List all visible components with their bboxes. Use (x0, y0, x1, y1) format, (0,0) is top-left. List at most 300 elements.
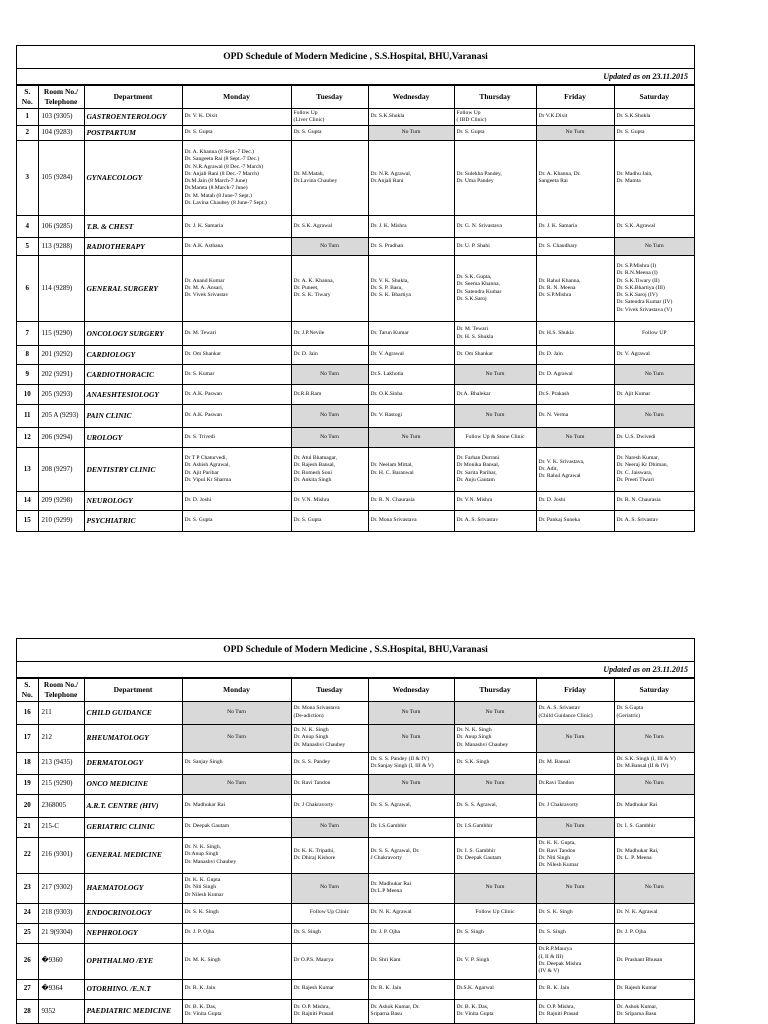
serial-number: 22 (17, 837, 38, 873)
doctor-entry: Dr. J. P. Ojha (370, 929, 401, 936)
doctor-entry: Dr. D. Joshi (538, 497, 566, 504)
doctor-entry: Dr. A. S. Srivastav (538, 705, 581, 712)
department-name: PSYCHIATRIC (84, 511, 182, 531)
doctor-entry: Dr. Farhan Durrani (456, 455, 500, 461)
schedule-cell-thursday (454, 701, 536, 724)
doctor-entry: Dr. S.K. Singh (I, III & V) (616, 755, 676, 762)
schedule-cell-saturday (614, 701, 694, 724)
department-name: GYNAECOLOGY (84, 141, 182, 216)
doctor-entry: Dr. S.K.Saroj (456, 295, 487, 302)
doctor-entry: Dr. Lavina Chaubey (8 June-7 Sept.) (184, 199, 267, 206)
schedule-cell-thursday (454, 817, 536, 837)
schedule-cell-friday (536, 979, 614, 999)
schedule-cell-friday (536, 238, 614, 256)
doctor-entry: Dr. N. Verma (538, 412, 569, 419)
doctor-entry: Dr. S.K. Gupta, (456, 274, 492, 280)
schedule-cell-thursday (454, 511, 536, 531)
table-row (17, 385, 694, 405)
doctor-entry: Dr.L.P Meena (370, 888, 402, 894)
doctor-entry: Dr. S. Gupta (293, 129, 322, 136)
doctor-entry: (Geriatric) (616, 712, 641, 719)
schedule-cell-tuesday (291, 873, 368, 903)
doctor-entry: Dr. Rajniti Prasad (538, 1011, 579, 1018)
doctor-entry: Follow UP (642, 329, 667, 336)
schedule-cell-friday (536, 837, 614, 873)
serial-number: 5 (17, 238, 38, 256)
department-name: CARDIOLOGY (84, 346, 182, 365)
schedule-cell-friday (536, 108, 614, 126)
schedule-cell-monday (182, 873, 291, 903)
doctor-entry: Dr. A. S. Srivastav (456, 517, 499, 524)
doctor-entry: Dr. Adit, (538, 465, 558, 472)
schedule-cell-monday (182, 837, 291, 873)
schedule-sheet-1 (16, 45, 695, 532)
doctor-entry: Dr. M. Matah (8 June-7 Sept.) (184, 192, 252, 199)
doctor-entry: No Turn (644, 780, 664, 787)
doctor-entry: Dr. D. Jain (293, 351, 318, 358)
doctor-entry: Dr. Shri Kant (370, 957, 401, 964)
doctor-entry: Dr. O.P. Mishra, (538, 1003, 575, 1010)
doctor-entry: No Turn (565, 734, 585, 741)
schedule-cell-friday (536, 999, 614, 1023)
schedule-cell-saturday (614, 405, 694, 428)
doctor-entry: Follow Up & Stone Clinic (465, 433, 525, 440)
doctor-entry: Dr. A. K. Khanna, (293, 277, 335, 284)
room-telephone: 105 (9284) (38, 141, 84, 216)
schedule-cell-tuesday (291, 943, 368, 979)
serial-number: 4 (17, 216, 38, 238)
schedule-cell-saturday (614, 837, 694, 873)
serial-number: 23 (17, 873, 38, 903)
table-row (17, 903, 694, 923)
updated-date: Updated as on 23.11.2015 (17, 662, 694, 678)
department-name: ENDOCRINOLOGY (84, 903, 182, 923)
doctor-entry: Dr. S. S. Agrawal, (370, 801, 412, 808)
doctor-entry: Dr. S.Gupta (616, 705, 644, 712)
schedule-cell-tuesday (291, 817, 368, 837)
serial-number: 13 (17, 448, 38, 492)
doctor-entry: Dr.Mamta (8 March-7 June) (184, 185, 248, 192)
schedule-cell-friday (536, 774, 614, 794)
doctor-entry: Dr V.K.Dixit (538, 113, 568, 120)
schedule-cell-monday (182, 903, 291, 923)
doctor-entry: J Chakravorty (370, 855, 403, 861)
schedule-sheet-2 (16, 638, 695, 1024)
column-header: Tuesday (291, 679, 368, 702)
schedule-cell-thursday (454, 448, 536, 492)
doctor-entry: Dr. S. Kumar (184, 370, 215, 377)
serial-number: 7 (17, 322, 38, 346)
doctor-entry: Dr. M.Bansal (II & IV) (616, 763, 669, 769)
doctor-entry: Dr. Rajesh Bansal, (293, 462, 336, 469)
doctor-entry: Dr. Sarita Parihar, (456, 469, 497, 476)
schedule-cell-wednesday (368, 108, 454, 126)
doctor-entry: Dr. J Chakravorty (293, 801, 334, 808)
doctor-entry: Dr.R.P.Maurya (538, 946, 572, 953)
doctor-entry: Dr.Anjali Rani (370, 178, 404, 185)
doctor-entry: Dr. M.Matah, (293, 170, 324, 177)
doctor-entry: Dr. S.K. Agrawal (293, 222, 333, 229)
column-header: Saturday (614, 86, 694, 109)
doctor-entry: Dr. Uma Pandey (456, 178, 494, 185)
doctor-entry: Dr. Madhukar Rai, (616, 847, 659, 854)
column-header: Thursday (454, 679, 536, 702)
doctor-entry: Dr.S. Lakhotia (370, 370, 404, 377)
serial-number: 2 (17, 126, 38, 141)
doctor-entry: Dr. Deepak Gautam (456, 855, 502, 861)
doctor-entry: No Turn (320, 433, 339, 440)
schedule-cell-wednesday (368, 752, 454, 774)
schedule-cell-wednesday (368, 837, 454, 873)
doctor-entry: Dr. V. K. Dixit (184, 113, 218, 120)
doctor-entry: No Turn (644, 370, 664, 377)
doctor-entry: Dr. H.S. Shukla (538, 329, 574, 336)
room-telephone: 213 (9435) (38, 752, 84, 774)
doctor-entry: Dr. M. Tewari (456, 326, 489, 333)
schedule-cell-tuesday (291, 837, 368, 873)
serial-number: 11 (17, 405, 38, 428)
doctor-entry: Dr. Ankita Singh (293, 476, 332, 483)
doctor-entry: Dr. S. K. Tiwary (293, 292, 331, 299)
table-row (17, 322, 694, 346)
room-telephone: 218 (9303) (38, 903, 84, 923)
doctor-entry: Dr.A. Bhalekar (456, 390, 491, 397)
doctor-entry: Dr. Madhu Jain, (616, 170, 653, 177)
doctor-entry: Dr. N. K. Singh (293, 727, 329, 734)
schedule-cell-tuesday (291, 701, 368, 724)
doctor-entry: Dr T P Chaturvedi, (184, 455, 227, 461)
doctor-entry: Dr. O.K.Sinha (370, 390, 403, 397)
room-telephone: 206 (9294) (38, 428, 84, 448)
doctor-entry: Dr. D. Agrawal (538, 370, 573, 377)
doctor-entry: Dr. Vinita Gupta (456, 1011, 494, 1018)
doctor-entry: Dr. S. Pradhan (370, 242, 404, 249)
schedule-cell-wednesday (368, 511, 454, 531)
schedule-cell-monday (182, 817, 291, 837)
schedule-cell-saturday (614, 365, 694, 385)
room-telephone: 115 (9290) (38, 322, 84, 346)
doctor-entry: Dr. S.K. Agrawal (616, 222, 656, 229)
doctor-entry: Dr. R. K. Jain (538, 985, 570, 992)
doctor-entry: Dr Monika Bansal, (456, 462, 500, 469)
doctor-entry: No Turn (485, 780, 505, 787)
room-telephone: 210 (9299) (38, 511, 84, 531)
doctor-entry: Dr. S. Gupta (184, 517, 213, 524)
doctor-entry: Dr. Sanjay Singh (184, 759, 223, 766)
serial-number: 27 (17, 979, 38, 999)
doctor-entry: Dr. G. N. Srivastava (456, 222, 502, 229)
doctor-entry: Dr. S. Gupta (616, 129, 645, 136)
room-telephone: 212 (38, 724, 84, 752)
schedule-cell-tuesday (291, 238, 368, 256)
doctor-entry: Dr. S. Gupta (456, 129, 485, 136)
column-header: Wednesday (368, 86, 454, 109)
doctor-entry: Dr. M. Tewari (184, 329, 217, 336)
doctor-entry: Dr. Anup Singh (456, 734, 492, 741)
doctor-entry: Dr. Ashok Kumar, (616, 1003, 658, 1010)
doctor-entry: Dr. S.K.Saroj (IV) (616, 292, 658, 299)
table-row (17, 492, 694, 511)
schedule-cell-monday (182, 385, 291, 405)
doctor-entry: Dr. S. S. Pandey (293, 759, 331, 766)
table-row (17, 979, 694, 999)
schedule-cell-wednesday (368, 405, 454, 428)
room-telephone: 2368005 (38, 794, 84, 817)
column-header: Friday (536, 679, 614, 702)
doctor-entry: Dr. I.S.Gambhir (370, 823, 407, 830)
column-header: Wednesday (368, 679, 454, 702)
doctor-entry: Dr. K. K. Tripathi, (293, 847, 335, 854)
doctor-entry: Dr. A.K. Paswan (184, 390, 222, 397)
department-name: T.B. & CHEST (84, 216, 182, 238)
schedule-cell-thursday (454, 979, 536, 999)
doctor-entry: (Child Guidance Clinic) (538, 712, 593, 719)
schedule-cell-monday (182, 365, 291, 385)
schedule-cell-saturday (614, 774, 694, 794)
schedule-cell-tuesday (291, 999, 368, 1023)
doctor-entry: Dr. M. Bansal (538, 759, 570, 766)
doctor-entry: Follow Up (456, 109, 481, 116)
schedule-cell-tuesday (291, 752, 368, 774)
serial-number: 21 (17, 817, 38, 837)
serial-number: 19 (17, 774, 38, 794)
room-telephone: �9360 (38, 943, 84, 979)
doctor-entry: No Turn (320, 823, 339, 830)
doctor-entry: Dr. V. K. Srivastava, (538, 458, 585, 465)
schedule-cell-thursday (454, 126, 536, 141)
table-row (17, 216, 694, 238)
doctor-entry: Dr.S. Prakash (538, 390, 570, 397)
schedule-cell-monday (182, 943, 291, 979)
schedule-cell-friday (536, 817, 614, 837)
serial-number: 18 (17, 752, 38, 774)
schedule-cell-saturday (614, 216, 694, 238)
schedule-cell-saturday (614, 794, 694, 817)
doctor-entry: (De-adiction) (293, 712, 324, 719)
serial-number: 15 (17, 511, 38, 531)
schedule-cell-saturday (614, 999, 694, 1023)
doctor-entry: No Turn (401, 734, 421, 741)
schedule-cell-monday (182, 108, 291, 126)
serial-number: 16 (17, 701, 38, 724)
schedule-cell-tuesday (291, 903, 368, 923)
doctor-entry: Dr. B. K. Das, (456, 1003, 489, 1010)
room-telephone: 114 (9289) (38, 256, 84, 322)
schedule-cell-monday (182, 141, 291, 216)
department-name: DENTISTRY CLINIC (84, 448, 182, 492)
doctor-entry: Follow Up Clinic (309, 909, 350, 916)
schedule-table (17, 678, 694, 1023)
doctor-entry: Dr. Madhukar Rai (616, 801, 658, 808)
table-row (17, 141, 694, 216)
doctor-entry: Dr. V. Agrawal (616, 351, 650, 358)
doctor-entry: Dr. C. Jaiswara, (616, 469, 653, 476)
doctor-entry: No Turn (644, 242, 664, 249)
room-telephone: 201 (9292) (38, 346, 84, 365)
doctor-entry: Dr. V. K. Shukla, (370, 277, 409, 284)
schedule-cell-monday (182, 322, 291, 346)
doctor-entry: Dr. Rajesh Kumar (616, 985, 658, 992)
doctor-entry: Dr. D. Joshi (184, 497, 212, 504)
doctor-entry: ( IBD Clinic) (456, 116, 487, 123)
doctor-entry: Dr. S. P. Basu, (370, 284, 403, 291)
department-name: HAEMATOLOGY (84, 873, 182, 903)
schedule-title: OPD Schedule of Modern Medicine , S.S.Hospital, BHU,Varanasi (17, 639, 694, 662)
schedule-cell-saturday (614, 511, 694, 531)
table-row (17, 511, 694, 531)
doctor-entry: Dr. V. P. Singh (456, 957, 490, 964)
doctor-entry: (Liver Clinic) (293, 116, 325, 123)
department-name: OPHTHALMO /EYE (84, 943, 182, 979)
schedule-cell-saturday (614, 385, 694, 405)
schedule-cell-thursday (454, 256, 536, 322)
table-row (17, 126, 694, 141)
schedule-cell-saturday (614, 322, 694, 346)
column-header: Monday (182, 679, 291, 702)
schedule-cell-friday (536, 448, 614, 492)
schedule-cell-thursday (454, 322, 536, 346)
doctor-entry: Dr. J. K. Mishra (370, 222, 407, 229)
schedule-cell-monday (182, 238, 291, 256)
doctor-entry: Dr. I. S. Gambhir (456, 847, 496, 854)
schedule-cell-saturday (614, 492, 694, 511)
schedule-cell-tuesday (291, 724, 368, 752)
schedule-cell-wednesday (368, 724, 454, 752)
doctor-entry: Dr. S. S. Agrawal, (456, 801, 498, 808)
serial-number: 10 (17, 385, 38, 405)
schedule-cell-monday (182, 256, 291, 322)
schedule-cell-wednesday (368, 999, 454, 1023)
schedule-cell-monday (182, 999, 291, 1023)
schedule-cell-thursday (454, 238, 536, 256)
doctor-entry: Dr. S. S. Agrawal, Dr. (370, 847, 420, 854)
doctor-entry: Dr. Mona Srivastava (293, 705, 340, 712)
doctor-entry: Dr. A.K. Paswan (184, 412, 222, 419)
schedule-cell-friday (536, 511, 614, 531)
doctor-entry: No Turn (227, 780, 246, 787)
department-name: GERIATRIC CLINIC (84, 817, 182, 837)
doctor-entry: No Turn (565, 884, 585, 891)
doctor-entry: Dr. Mamta (616, 178, 641, 185)
serial-number: 6 (17, 256, 38, 322)
schedule-cell-tuesday (291, 141, 368, 216)
department-name: OTORHINO. /E.N.T (84, 979, 182, 999)
schedule-cell-monday (182, 405, 291, 428)
serial-number: 25 (17, 923, 38, 943)
column-header: Saturday (614, 679, 694, 702)
doctor-entry: Dr. Neeraj Kr Dhiman, (616, 462, 668, 469)
doctor-entry: Dr. A. Khanna, Dr. (538, 170, 581, 177)
schedule-cell-friday (536, 405, 614, 428)
schedule-cell-wednesday (368, 903, 454, 923)
doctor-entry: Dr. V. Agrawal (370, 351, 404, 358)
doctor-entry: Dr. Ravi Tandon (538, 847, 576, 854)
schedule-cell-wednesday (368, 794, 454, 817)
doctor-entry: Dr. N. K. Agrawal (370, 909, 412, 916)
doctor-entry: Dr. Ashok Kumar, Dr. (370, 1003, 420, 1010)
schedule-cell-wednesday (368, 943, 454, 979)
column-header: Room No./ Telephone (38, 679, 84, 702)
schedule-cell-saturday (614, 979, 694, 999)
doctor-entry: Dr. S.K.Bhartiya (III) (616, 284, 665, 291)
schedule-cell-wednesday (368, 346, 454, 365)
schedule-cell-friday (536, 126, 614, 141)
room-telephone: 106 (9285) (38, 216, 84, 238)
schedule-cell-friday (536, 256, 614, 322)
serial-number: 12 (17, 428, 38, 448)
schedule-cell-monday (182, 979, 291, 999)
doctor-entry: No Turn (401, 433, 421, 440)
schedule-cell-thursday (454, 346, 536, 365)
schedule-table (17, 85, 694, 531)
schedule-cell-friday (536, 701, 614, 724)
table-row (17, 365, 694, 385)
doctor-entry: Dr. K. K. Gupta, (538, 840, 576, 847)
doctor-entry: Dr. K. K. Gupta (184, 877, 221, 884)
doctor-entry: Dr. J. P. Ojha (184, 929, 215, 936)
schedule-cell-tuesday (291, 979, 368, 999)
schedule-cell-thursday (454, 794, 536, 817)
column-header: Department (84, 679, 182, 702)
schedule-cell-friday (536, 428, 614, 448)
doctor-entry: Dr O.P.S. Maurya (293, 957, 334, 964)
doctor-entry: Dr. S. Chaudhary (538, 242, 578, 249)
schedule-cell-thursday (454, 405, 536, 428)
room-telephone: 205 A (9293) (38, 405, 84, 428)
schedule-cell-wednesday (368, 701, 454, 724)
schedule-cell-tuesday (291, 774, 368, 794)
schedule-cell-friday (536, 943, 614, 979)
schedule-cell-tuesday (291, 385, 368, 405)
schedule-cell-saturday (614, 873, 694, 903)
schedule-cell-monday (182, 511, 291, 531)
doctor-entry: Dr. S. Singh (456, 929, 484, 936)
doctor-entry: Dr. Anup Singh (293, 734, 329, 741)
doctor-entry: Dr. Ravi Tandon (293, 780, 331, 787)
schedule-cell-tuesday (291, 511, 368, 531)
schedule-cell-tuesday (291, 923, 368, 943)
doctor-entry: No Turn (320, 242, 339, 249)
doctor-entry: No Turn (485, 708, 505, 715)
doctor-entry: No Turn (565, 823, 585, 830)
department-name: POSTPARTUM (84, 126, 182, 141)
doctor-entry: Dr. Niti Singh (538, 855, 571, 861)
doctor-entry: Dr. Vinita Gupta (184, 1011, 222, 1018)
schedule-cell-tuesday (291, 126, 368, 141)
doctor-entry: No Turn (644, 412, 664, 419)
table-row (17, 701, 694, 724)
doctor-entry: Dr.Sanjay Singh (I, III & V) (370, 763, 434, 769)
column-header: S. No. (17, 86, 38, 109)
department-name: RHEUMATOLOGY (84, 724, 182, 752)
doctor-entry: Dr. S. K. Singh (184, 909, 219, 916)
doctor-entry: Dr. S. K. Singh (538, 909, 573, 916)
table-row (17, 794, 694, 817)
schedule-cell-tuesday (291, 428, 368, 448)
schedule-cell-tuesday (291, 448, 368, 492)
doctor-entry: Dr. Sulekha Pandey, (456, 170, 502, 177)
doctor-entry: Dr. Deepak Mishra (538, 961, 582, 967)
schedule-cell-thursday (454, 903, 536, 923)
serial-number: 20 (17, 794, 38, 817)
schedule-cell-thursday (454, 428, 536, 448)
schedule-cell-friday (536, 346, 614, 365)
schedule-cell-friday (536, 794, 614, 817)
schedule-cell-tuesday (291, 492, 368, 511)
column-header: Monday (182, 86, 291, 109)
doctor-entry: (I, II & III) (538, 953, 564, 960)
doctor-entry: Dr. N.R. Agrawal, (370, 170, 412, 177)
